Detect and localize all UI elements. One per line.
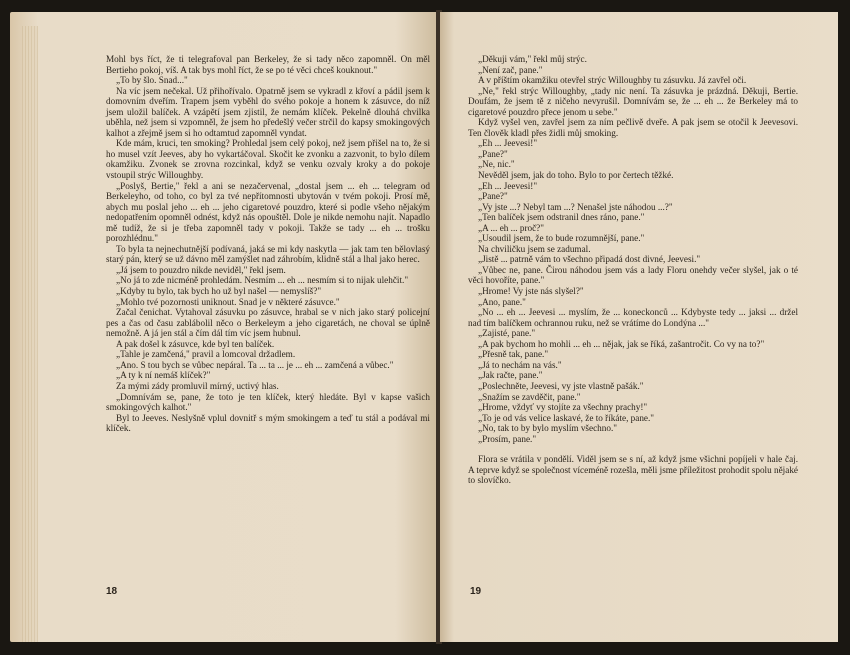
- paragraph: „Ne," řekl strýc Willoughby, „tady nic není. Ta zásuvka je prázdná. Děkuji, Bertie. Doufám, že jsem tě z ničeho nevyrušil. Domnívám se, že ... eh ... že Berkeley má to cigaretové pouzdro přece jenom u sebe.": [468, 85, 798, 117]
- paragraph: „A pak bychom ho mohli ... eh ... nějak, jak se říká, zašantročit. Co vy na to?": [478, 338, 765, 349]
- right-page-number: 19: [470, 586, 482, 597]
- left-page-number: 18: [106, 586, 118, 597]
- paragraph: „Eh ... Jeevesi!": [478, 180, 538, 191]
- paragraph: „Hrome! Vy jste nás slyšel?": [478, 286, 584, 297]
- paragraph: „Ano. S tou bych se vůbec nepáral. Ta ... ta ... je ... eh ... zamčená a vůbec.": [116, 359, 394, 370]
- paragraph: „Snažím se zavděčit, pane.": [478, 391, 581, 402]
- paragraph: „Domnívám se, pane, že toto je ten klíček, který hledáte. Byl v kapse vašich smokingových kalhot.": [106, 391, 430, 413]
- paragraph: Když vyšel ven, zavřel jsem za ním pečlivě dveře. A pak jsem se otočil k Jeevesovi. Ten člověk kladl přes židli můj smoking.: [468, 117, 798, 138]
- paragraph: „Zajisté, pane.": [478, 328, 536, 339]
- paragraph: „Není zač, pane.": [478, 64, 543, 75]
- paragraph: To byla ta nejnechutnější podívaná, jaká se mi kdy naskytla — jak tam ten bělovlasý starý pán, který se už dávno měl zamýšlet nad záhrobím, klidně stál a lhal jako herec.: [106, 243, 430, 265]
- left-page: [10, 12, 438, 642]
- paragraph: Začal čenichat. Vytahoval zásuvku po zásuvce, hrabal se v nich jako starý policejní pes a čas od času zablábolil něco o Berkeleym a jeho cigaretách, ne choval se úplně nemožně. A já jen stál a čím dál tím víc jsem hubnul.: [106, 307, 430, 339]
- paragraph: „Vy jste ...? Nebyl tam ...? Nenašel jste náhodou ...?": [478, 201, 673, 212]
- paragraph: „To by šlo. Snad...": [116, 75, 188, 86]
- paragraph: „Jak račte, pane.": [478, 370, 543, 381]
- paragraph: „Děkuji vám," řekl můj strýc.: [478, 54, 587, 64]
- paragraph: A v příštím okamžiku otevřel strýc Willoughby tu zásuvku. Já zavřel oči.: [478, 75, 747, 86]
- paragraph: „Kdyby tu bylo, tak bych ho už byl našel — nemyslíš?": [116, 286, 322, 297]
- paragraph: Mohl bys říct, že ti telegrafoval pan Berkeley, že si tady něco zapomněl. On měl Bertieho pokoj, víš. A tak bys mohl říct, že se po té věci chceš kouknout.": [106, 54, 430, 75]
- paragraph: „Ne, nic.": [478, 159, 515, 170]
- paragraph: Kde mám, kruci, ten smoking? Prohledal jsem celý pokoj, než jsem přišel na to, že si ho musel vzít Jeeves, aby ho vykartáčoval. Skočit ke zvonku a zazvonit, to bylo dílem okamžiku. Zvonek se zrovna rozcinkal, když se venku ozvaly kroky a do pokoje vstoupil strýc Willoughby.: [106, 138, 430, 181]
- paragraph: „A ... eh ... proč?": [478, 222, 544, 233]
- page-edge: [22, 26, 38, 642]
- paragraph: „Usoudil jsem, že to bude rozumnější, pane.": [478, 233, 645, 244]
- paragraph: „No ... eh ... Jeevesi ... myslím, že ... koneckonců ... Kdybyste tedy ... jaksi ... držel nad tím balíčkem ochrannou ruku, než se vrátíme do Londýna ...": [468, 307, 798, 328]
- paragraph: Flora se vrátila v pondělí. Viděl jsem se s ní, až když jsme všichni popíjeli v hale čaj. A teprve když se společnost víceméně rozešla, měli jsme příležitost prohodit spolu nějaké to slovíčko.: [468, 454, 798, 486]
- paragraph: „Jistě ... patrně vám to všechno připadá dost divné, Jeevesi.": [478, 254, 701, 265]
- paragraph: „Eh ... Jeevesi!": [478, 138, 538, 149]
- paragraph: A pak došel k zásuvce, kde byl ten balíček.: [116, 338, 275, 349]
- paragraph: „Poslechněte, Jeevesi, vy jste vlastně pašák.": [478, 380, 644, 391]
- right-page-text: [468, 54, 798, 486]
- paragraph: „Já jsem to pouzdro nikde neviděl," řekl jsem.: [116, 264, 286, 275]
- paragraph: „Vůbec ne, pane. Čirou náhodou jsem vás a lady Floru onehdy večer slyšel, jak o té věci hovoříte, pane.": [468, 264, 798, 286]
- paragraph: „Já to nechám na vás.": [478, 359, 562, 370]
- paragraph: „Tahle je zamčená," pravil a lomcoval držadlem.: [116, 349, 296, 360]
- paragraph: „To je od vás velice laskavé, že to říkáte, pane.": [478, 412, 655, 423]
- paragraph: „Přesně tak, pane.": [478, 349, 549, 360]
- paragraph: „Prosím, pane.": [478, 433, 537, 444]
- paragraph: „A ty k ní nemáš klíček?": [116, 370, 211, 381]
- paragraph: „Mohlo tvé pozornosti uniknout. Snad je v některé zásuvce.": [116, 296, 340, 307]
- left-page-text: [106, 54, 430, 434]
- paragraph: „No já to zde nicméně prohledám. Nesmím ... eh ... nesmím si to nijak ulehčit.": [116, 275, 409, 286]
- paragraph: Nevěděl jsem, jak do toho. Bylo to por čertech těžké.: [478, 170, 674, 181]
- right-page: [440, 12, 838, 642]
- paragraph: Na víc jsem nečekal. Už přihořívalo. Opatrně jsem se vykradl z křoví a pádil jsem k domovním dveřím. Trapem jsem vyběhl do svého pokoje a honem k zásuvce, do níž jsem uložil balíček. A vzápětí jsem zjistil, že nemám klíček. Pekelně dlouhá chvilka uběhla, než jsem si vzpomněl, že jsem ho předešlý večer strčil do kapsy smokingových kalhot a zřejmě jsem si ho odtamtud zapomněl vyndat.: [106, 85, 430, 138]
- paragraph: „Pane?": [478, 191, 508, 202]
- paragraph: „Hrome, vždyť vy stojíte za všechny prachy!": [478, 402, 648, 413]
- paragraph: „No, tak to by bylo myslím všechno.": [478, 423, 617, 434]
- paragraph: Na chviličku jsem se zadumal.: [478, 243, 591, 254]
- paragraph: „Ano, pane.": [478, 296, 526, 307]
- paragraph: „Pane?": [478, 148, 508, 159]
- paragraph: „Poslyš, Bertie," řekl a ani se nezačervenal, „dostal jsem ... eh ... telegram od Berkeleyho, od toho, co byl za tvé nepřítomnosti ubytován v tvém pokoji. Prosí mě, abych mu poslal jeho ... eh ... jeho cigaretové pouzdro, které si podle všeho nějakým nedopatřením opomněl odnést, když nás opouštěl. Dole je nikde nemohu najít. Napadlo mě tudíž, že si je třeba zapomněl tady v pokoji. Takže se tady ... eh ... trošku porozhlédnu.": [106, 180, 430, 244]
- paragraph: Za mými zády promluvil mírný, uctivý hlas.: [116, 380, 279, 391]
- paragraph: „Ten balíček jsem odstranil dnes ráno, pane.": [478, 212, 645, 223]
- paragraph: Byl to Jeeves. Neslyšně vplul dovnitř s mým smokingem a teď tu stál a podával mi klíček.: [106, 412, 430, 434]
